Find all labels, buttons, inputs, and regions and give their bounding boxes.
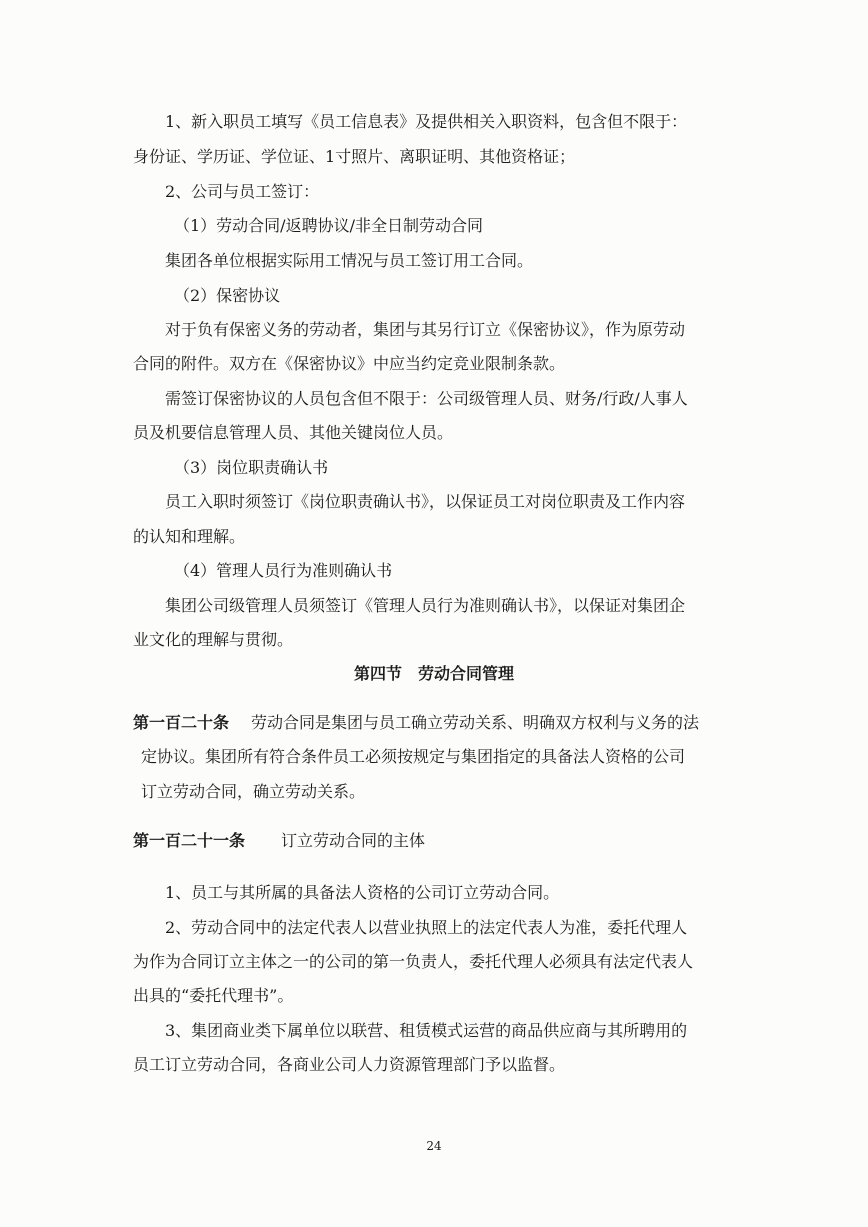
article-120-line-1 [133, 713, 699, 733]
section-heading: 第四节 劳动合同管理 [353, 664, 514, 683]
subsection-4-body-line-1: 集团公司级管理人员须签订《管理人员行为准则确认书》，以保证对集团企 [165, 596, 686, 615]
article-121-item-2-line-3: 出具的“委托代理书”。 [133, 986, 294, 1005]
article-121-item-3-line-2: 员工订立劳动合同，各商业公司人力资源管理部门予以监督。 [133, 1055, 566, 1074]
paragraph-1-line-1: 1、新入职员工填写《员工信息表》及提供相关入职资料，包含但不限于： [165, 112, 688, 131]
subsection-3-body-line-2: 的认知和理解。 [133, 527, 246, 546]
article-121-number: 第一百二十一条 [133, 831, 246, 850]
article-121-item-3-line-1: 3、集团商业类下属单位以联营、租赁模式运营的商品供应商与其所聘用的 [165, 1021, 688, 1040]
subsection-2-body-line-4: 员及机要信息管理人员、其他关键岗位人员。 [133, 423, 454, 442]
subsection-4-body-line-2: 业文化的理解与贯彻。 [133, 630, 294, 649]
article-121-title-line [133, 831, 425, 851]
subsection-3-title: （3）岗位职责确认书 [174, 458, 329, 477]
subsection-2-body-line-1: 对于负有保密义务的劳动者，集团与其另行订立《保密协议》，作为原劳动 [165, 320, 686, 339]
subsection-1-body: 集团各单位根据实际用工情况与员工签订用工合同。 [165, 251, 534, 270]
subsection-3-body-line-1: 员工入职时须签订《岗位职责确认书》，以保证员工对岗位职责及工作内容 [165, 492, 686, 511]
article-121-title: 订立劳动合同的主体 [281, 831, 426, 850]
subsection-2-body-line-2: 合同的附件。双方在《保密协议》中应当约定竞业限制条款。 [133, 354, 566, 373]
paragraph-1-line-2: 身份证、学历证、学位证、1寸照片、离职证明、其他资格证； [133, 147, 576, 166]
article-120-line-2: 定协议。集团所有符合条件员工必须按规定与集团指定的具备法人资格的公司 [141, 747, 686, 766]
subsection-2-title: （2）保密协议 [174, 286, 281, 305]
subsection-1-title: （1）劳动合同/返聘协议/非全日制劳动合同 [174, 216, 483, 235]
article-120-text: 劳动合同是集团与员工确立劳动关系、明确双方权利与义务的法 [251, 713, 700, 732]
article-121-item-1: 1、员工与其所属的具备法人资格的公司订立劳动合同。 [165, 883, 560, 902]
paragraph-2: 2、公司与员工签订： [165, 182, 320, 201]
article-120-line-3: 订立劳动合同，确立劳动关系。 [141, 782, 366, 801]
article-120-number: 第一百二十条 [133, 713, 230, 732]
page-number: 24 [426, 1139, 442, 1153]
article-121-item-2-line-2: 为作为合同订立主体之一的公司的第一负责人，委托代理人必须具有法定代表人 [133, 952, 694, 971]
subsection-4-title: （4）管理人员行为准则确认书 [174, 561, 393, 580]
article-121-item-2-line-1: 2、劳动合同中的法定代表人以营业执照上的法定代表人为准，委托代理人 [165, 918, 688, 937]
subsection-2-body-line-3: 需签订保密协议的人员包含但不限于：公司级管理人员、财务/行政/人事人 [165, 389, 688, 408]
